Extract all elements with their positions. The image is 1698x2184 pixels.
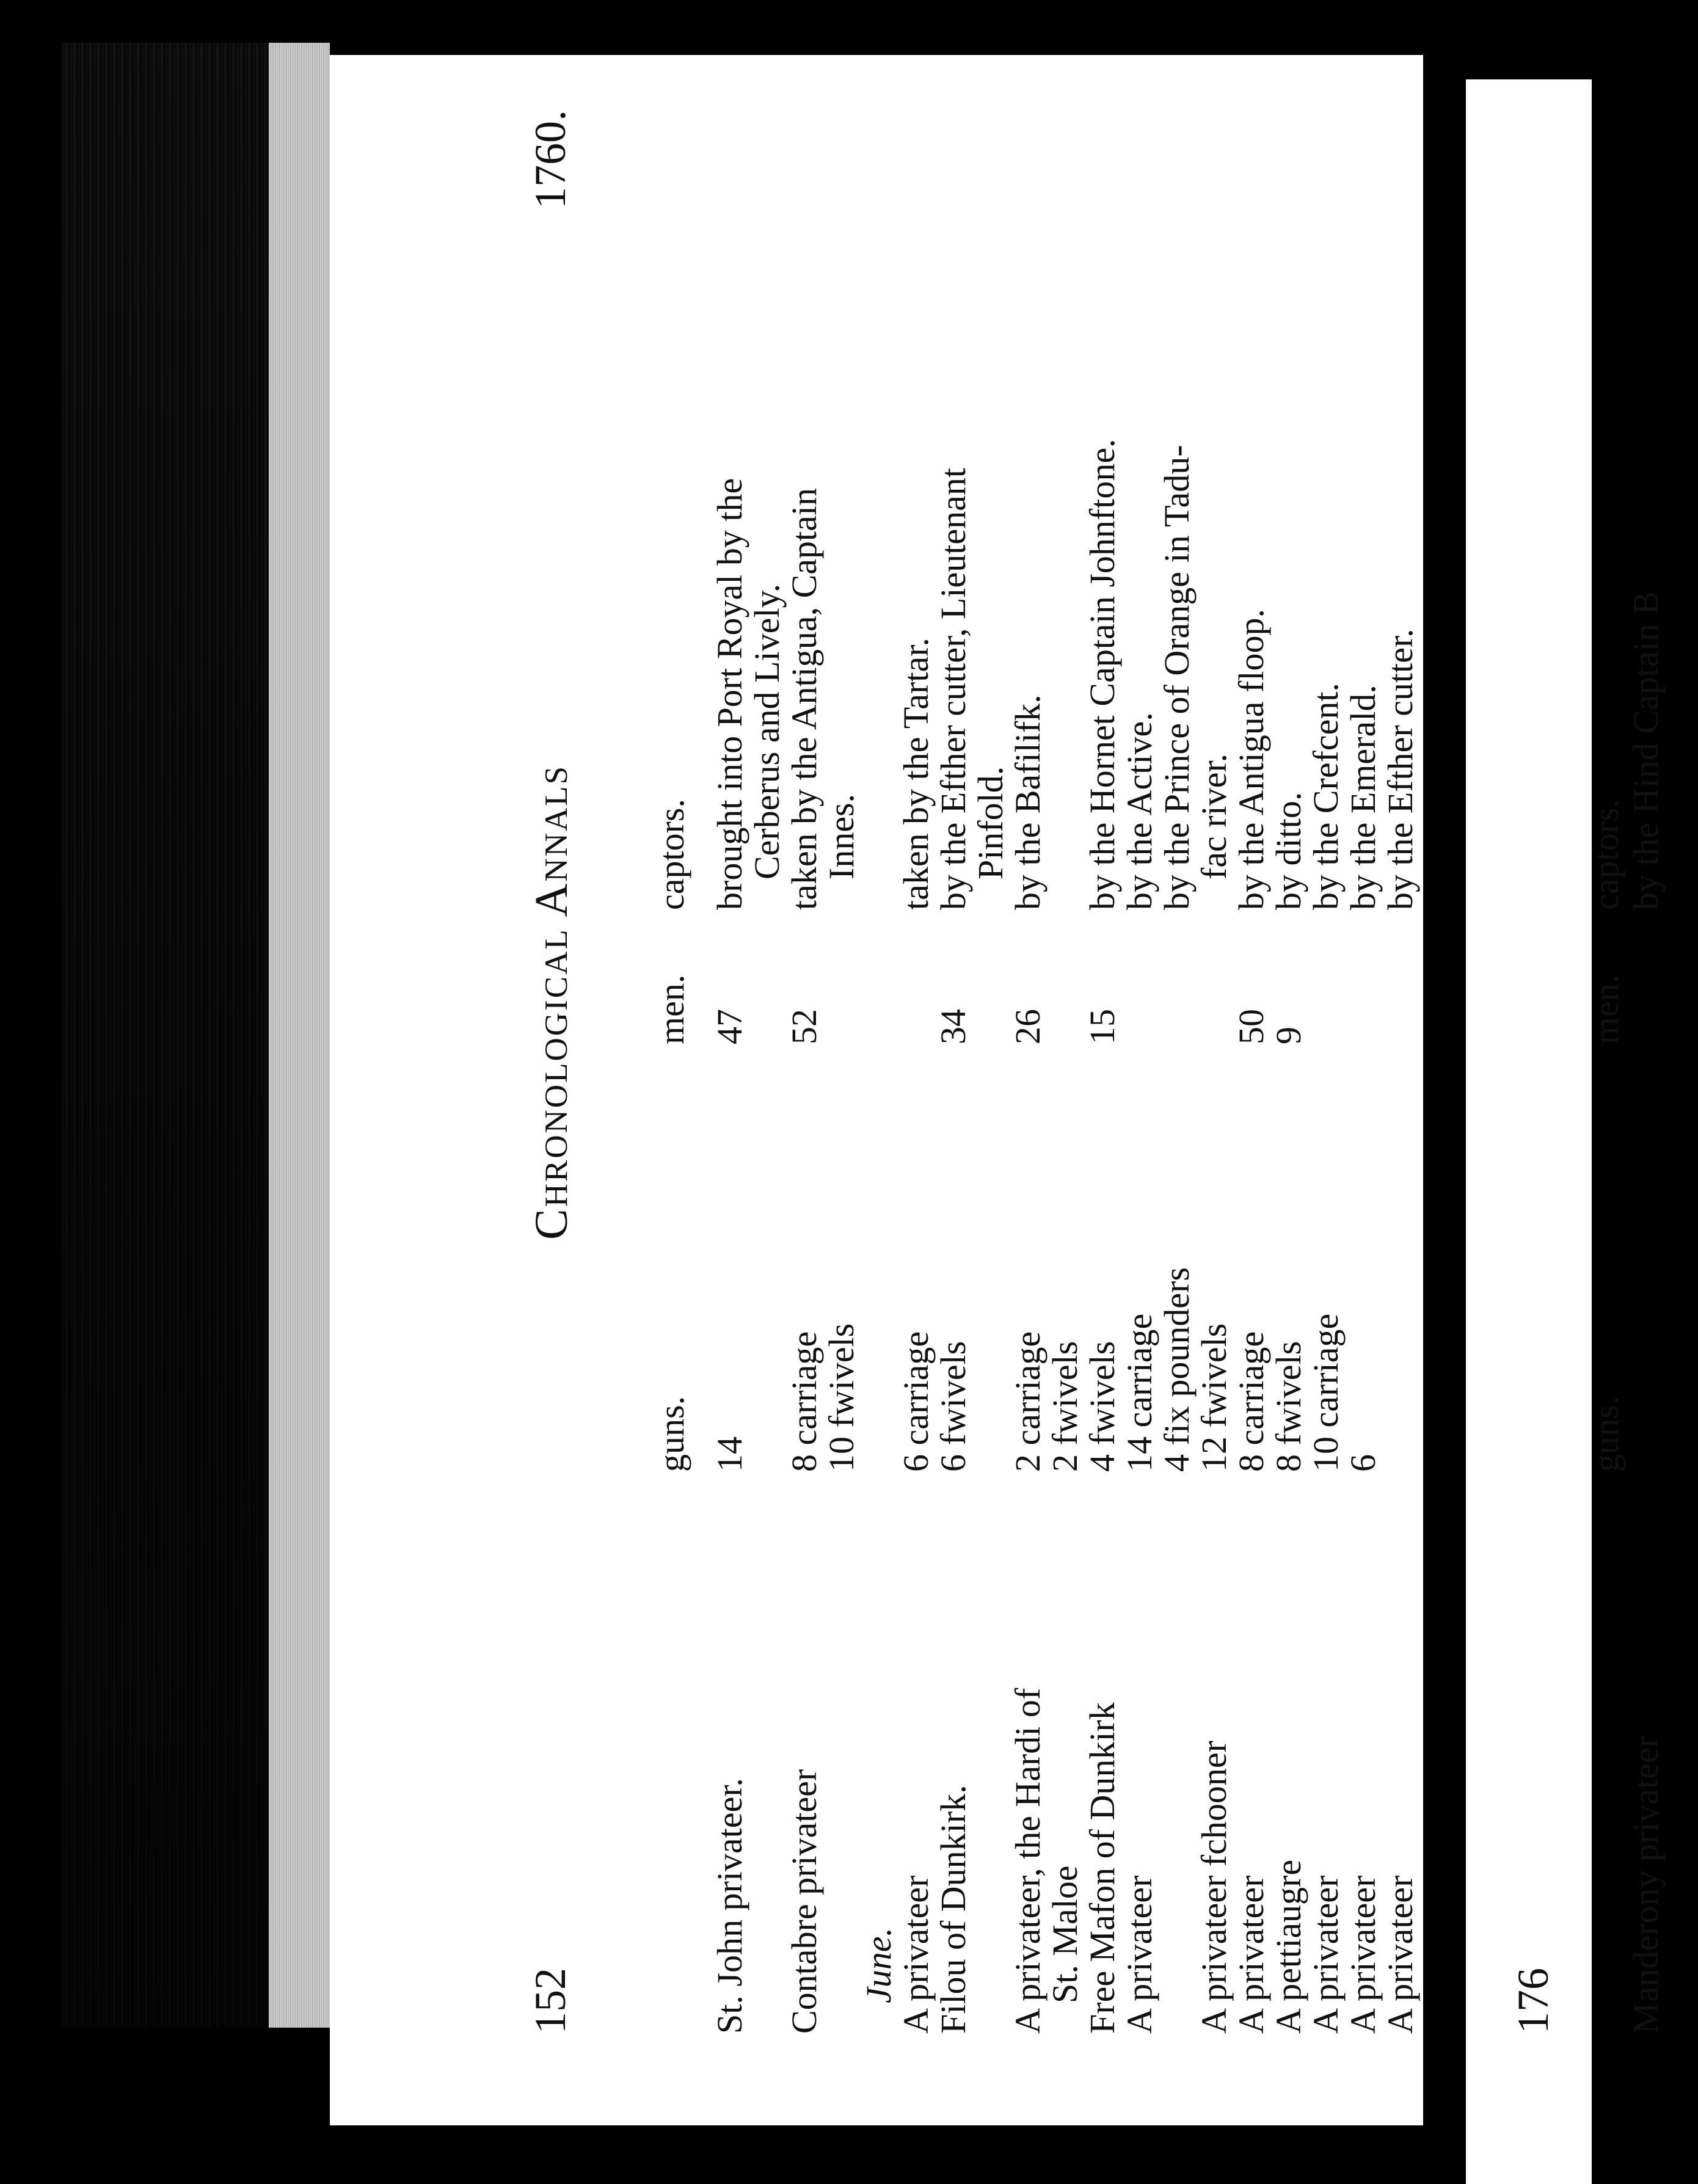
captors-cell: taken by the Tartar.: [896, 638, 936, 910]
men-cell: 34: [933, 1009, 973, 1044]
men-cell: 26: [1008, 1009, 1048, 1044]
captors-cell: by the Crefcent.: [1306, 682, 1346, 910]
next-page-year: 176: [1509, 1968, 1558, 2034]
next-men-header: men.: [1586, 974, 1626, 1044]
page-edges: [269, 43, 330, 2028]
next-row-name: Manderony privateer: [1626, 1736, 1666, 2034]
vessel-name: A privateer fchooner: [1194, 1741, 1234, 2034]
next-page-content: [1509, 79, 1698, 2034]
next-row-captors: by the Hind Captain B: [1626, 591, 1666, 910]
vessel-name: Contabre privateer: [784, 1769, 824, 2034]
captors-column-header: captors.: [652, 799, 691, 910]
guns-cell: 14: [710, 1436, 749, 1472]
vessel-name: A privateer: [896, 1875, 936, 2034]
guns-cell: 8 carriage: [1231, 1331, 1271, 1472]
vessel-name: St. Maloe: [1045, 1865, 1085, 2003]
table-row: [1196, 110, 1233, 2034]
table-row: [972, 110, 1009, 2034]
next-guns-header: guns.: [1586, 1396, 1626, 1472]
rotated-page-content: [489, 79, 1420, 2034]
vessel-name: A privateer: [1380, 1875, 1420, 2034]
vessel-name: Filou of Dunkirk.: [933, 1785, 973, 2034]
next-captors-header: captors.: [1586, 799, 1626, 910]
header-year: 1760.: [526, 110, 575, 209]
vessel-name: A privateer: [1306, 1875, 1346, 2034]
captors-cell: by the Prince of Orange in Tadu-: [1157, 445, 1197, 910]
guns-cell: 14 carriage: [1120, 1313, 1159, 1472]
captors-cell: by the Efther cutter, Lieutenant: [933, 468, 973, 910]
men-column-header: men.: [652, 974, 691, 1044]
table-row: [1084, 110, 1121, 2034]
table-row: [898, 110, 935, 2034]
page-number: 152: [526, 1968, 575, 2034]
month-heading: June.: [859, 1927, 898, 2003]
captors-cell: by the Bafilifk.: [1008, 694, 1048, 910]
captors-cell: by the Efther cutter.: [1380, 628, 1420, 910]
captors-cell: by the Antigua floop.: [1231, 609, 1271, 910]
guns-cell: 6: [1343, 1454, 1383, 1472]
table-row: [1270, 110, 1307, 2034]
guns-cell: 12 fwivels: [1194, 1323, 1234, 1472]
table-row: [749, 110, 785, 2034]
men-cell: 52: [784, 1009, 824, 1044]
guns-cell: 4 fwivels: [1082, 1341, 1122, 1472]
captors-cell: taken by the Antigua, Captain: [784, 487, 824, 910]
guns-cell: 8 fwivels: [1269, 1341, 1308, 1472]
captors-cell: Cerberus and Lively.: [747, 583, 787, 879]
table-row: [861, 110, 897, 2034]
vessel-name: A privateer: [1231, 1875, 1271, 2034]
men-cell: 15: [1082, 1009, 1122, 1044]
guns-cell: 10 carriage: [1306, 1313, 1346, 1472]
captors-cell: by the Emerald.: [1343, 685, 1383, 910]
running-header: [525, 110, 580, 2034]
table-row: [1233, 110, 1270, 2034]
table-row: [1121, 110, 1158, 2034]
guns-cell: 4 fix pounders: [1157, 1267, 1197, 1472]
vessel-name: A pettiaugre: [1269, 1859, 1308, 2034]
captors-cell: by the Active.: [1120, 712, 1159, 910]
table-row: [823, 110, 860, 2034]
vessel-name: A privateer: [1120, 1875, 1159, 2034]
table-row: [712, 110, 748, 2034]
guns-cell: 2 carriage: [1008, 1331, 1048, 1472]
men-cell: 47: [710, 1009, 749, 1044]
vessel-name: St. John privateer.: [710, 1778, 749, 2034]
guns-cell: 10 fwivels: [822, 1323, 861, 1472]
guns-cell: 6 carriage: [896, 1331, 936, 1472]
guns-column-header: guns.: [652, 1396, 691, 1472]
men-cell: 9: [1269, 1027, 1308, 1044]
captors-cell: fac river.: [1194, 753, 1234, 879]
captors-cell: Pinfold.: [971, 766, 1010, 879]
table-row: [1382, 110, 1419, 2034]
table-row: [1159, 110, 1195, 2034]
captors-cell: Innes.: [822, 793, 861, 879]
captors-cell: by ditto.: [1269, 792, 1308, 910]
men-cell: 50: [1231, 1009, 1271, 1044]
table-row: [786, 110, 823, 2034]
vessel-name: A privateer: [1343, 1875, 1383, 2034]
vessel-name: A privateer, the Hardi of: [1008, 1687, 1048, 2034]
running-title: Chronological Annals: [526, 764, 577, 1240]
table-row: [1047, 110, 1084, 2034]
table-row: [1010, 110, 1046, 2034]
guns-cell: 2 fwivels: [1045, 1341, 1085, 1472]
captors-cell: brought into Port Royal by the: [710, 478, 749, 910]
column-headers: [654, 110, 690, 2034]
captors-cell: by the Hornet Captain Johnftone.: [1082, 439, 1122, 910]
guns-cell: 8 carriage: [784, 1331, 824, 1472]
table-row: [935, 110, 972, 2034]
table-row: [1308, 110, 1344, 2034]
table-row: [1345, 110, 1382, 2034]
vessel-name: Free Mafon of Dunkirk: [1082, 1702, 1122, 2034]
guns-cell: 6 fwivels: [933, 1341, 973, 1472]
